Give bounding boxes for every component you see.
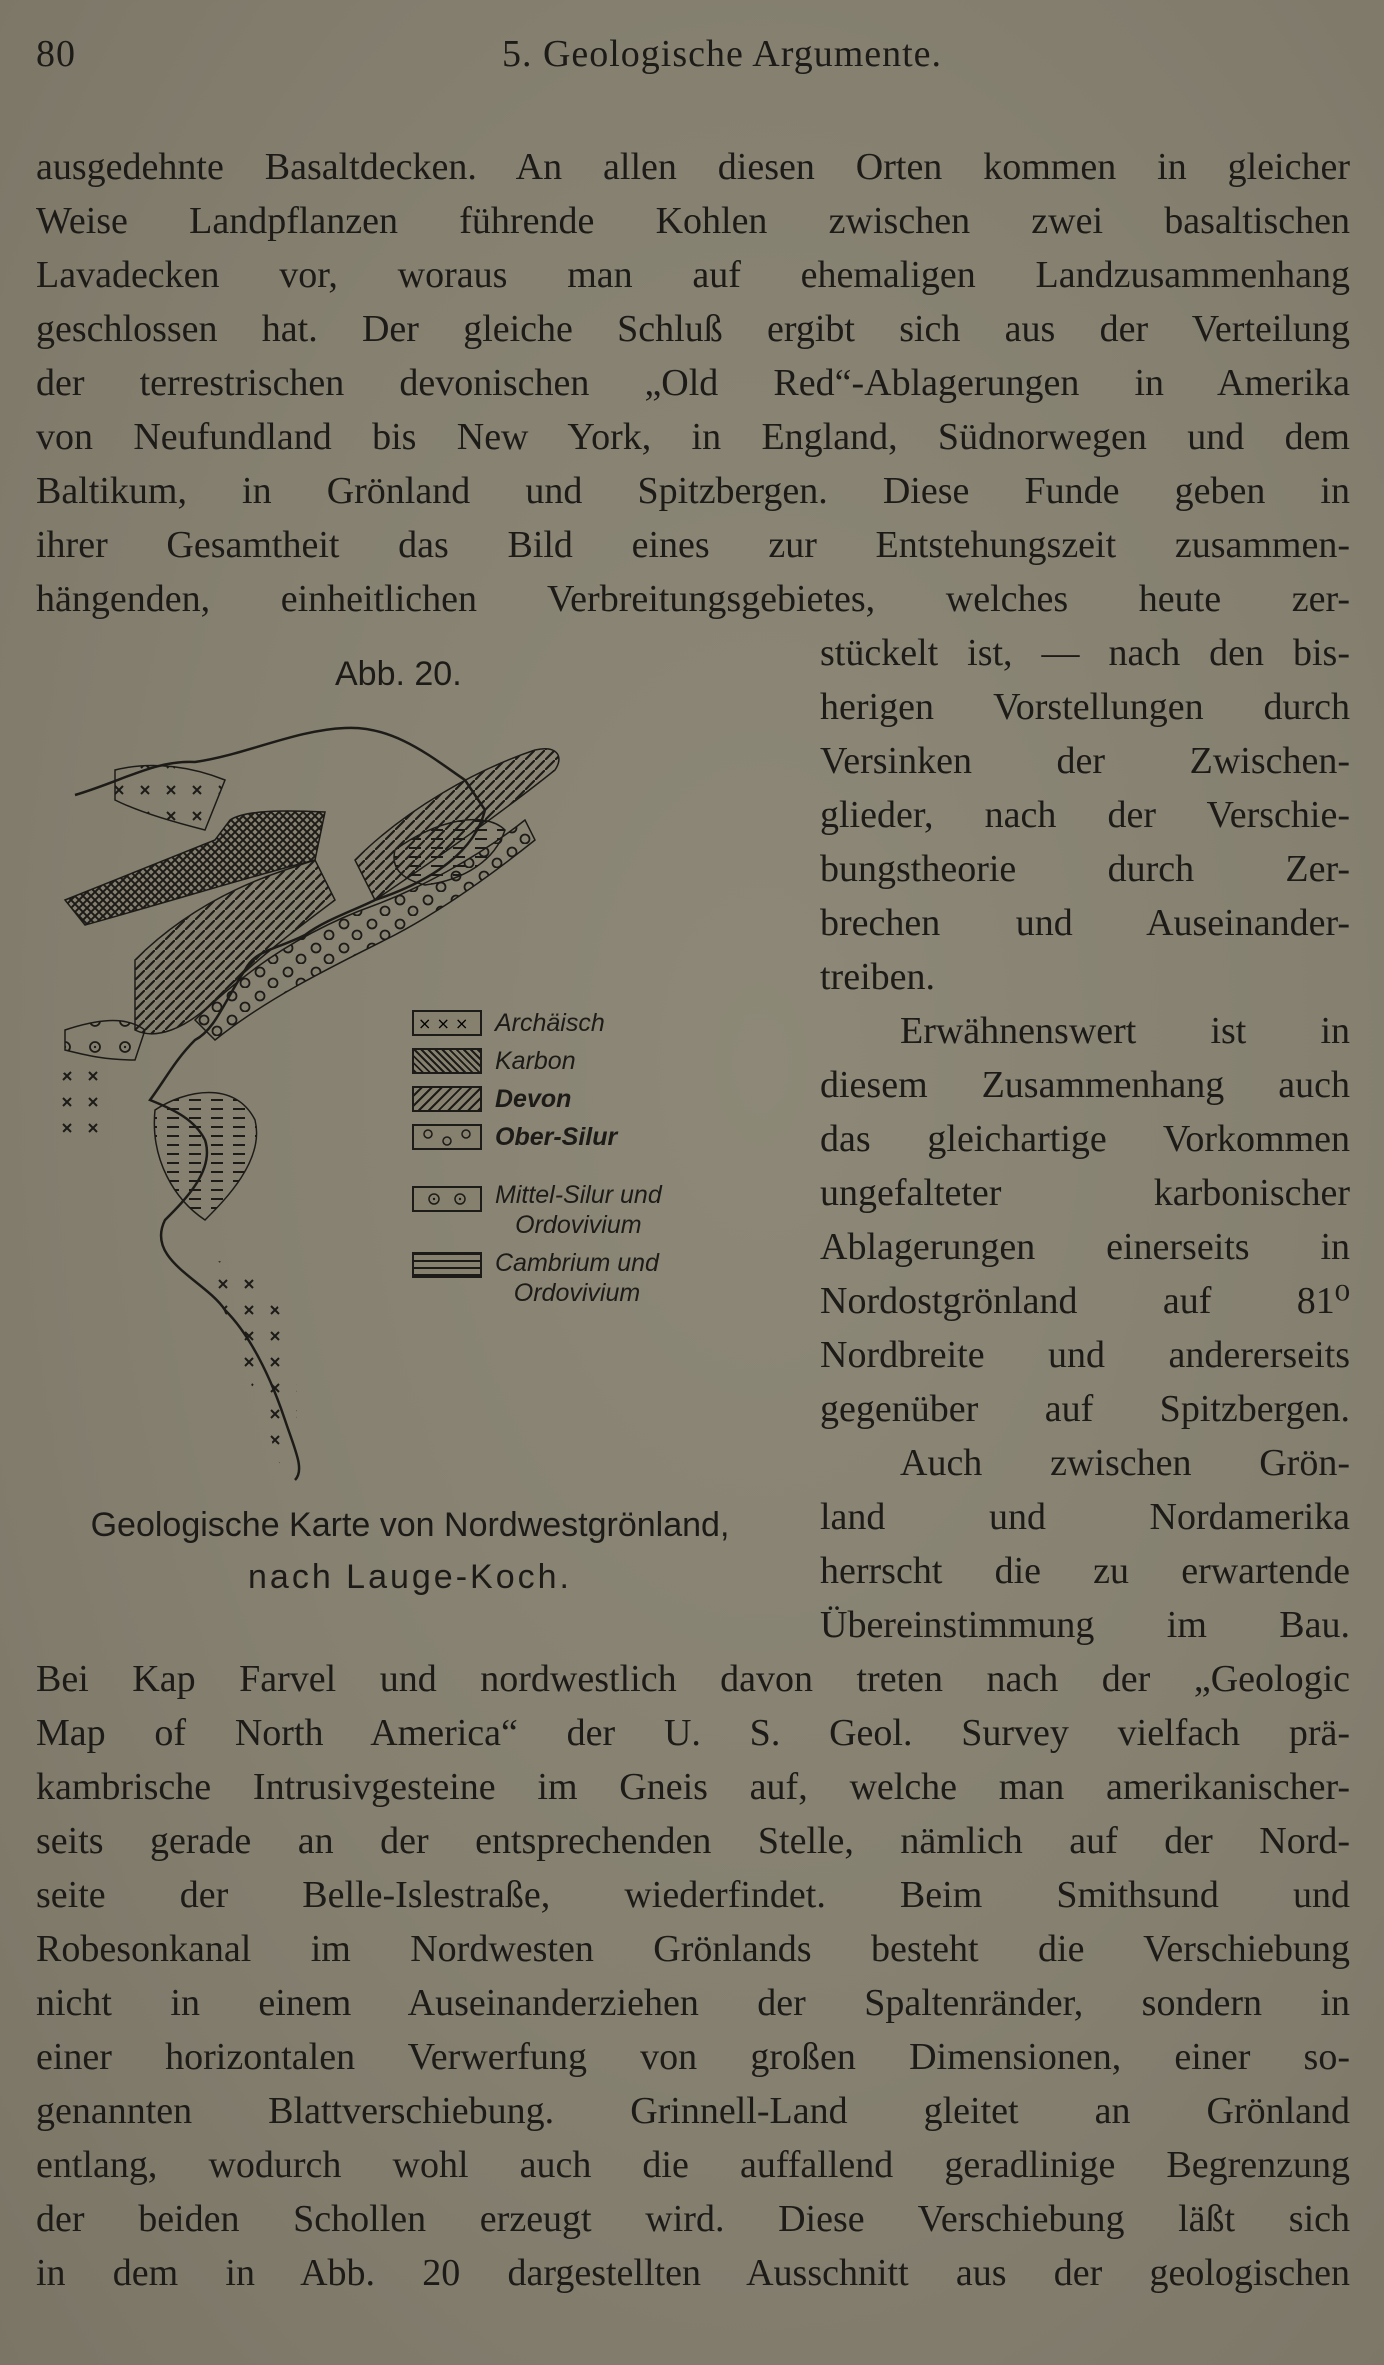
text-line: Robesonkanal im Nordwesten Grönlands besteht die Verschiebung: [36, 1928, 1350, 1970]
page-header: [36, 32, 1348, 92]
text-line: das gleichartige Vorkommen: [820, 1118, 1350, 1160]
text-line: Weise Landpflanzen führende Kohlen zwischen zwei basaltischen: [36, 200, 1350, 242]
text-line: diesem Zusammenhang auch: [820, 1064, 1350, 1106]
text-line: land und Nordamerika: [820, 1496, 1350, 1538]
text-line: von Neufundland bis New York, in England, Südnorwegen und dem: [36, 416, 1350, 458]
legend-swatch-mittel-silur: [412, 1186, 482, 1212]
text-line: kambrische Intrusivgesteine im Gneis auf, welche man amerikanischer-: [36, 1766, 1350, 1808]
text-line: stückelt ist, — nach den bis-: [820, 632, 1350, 674]
text-line: treiben.: [820, 956, 936, 998]
text-line: gegenüber auf Spitzbergen.: [820, 1388, 1350, 1430]
text-line: glieder, nach der Verschie-: [820, 794, 1350, 836]
text-line: genannten Blattverschiebung. Grinnell-Land gleitet an Grönland: [36, 2090, 1350, 2132]
legend-label-cambrium: Cambrium und Ordovivium: [495, 1249, 659, 1307]
text-line: bungstheorie durch Zer-: [820, 848, 1350, 890]
legend-swatch-cambrium: [412, 1252, 482, 1278]
text-line: Erwähnenswert ist in: [900, 1010, 1350, 1052]
text-line: entlang, wodurch wohl auch die auffallend geradlinige Begrenzung: [36, 2144, 1350, 2186]
text-line: herigen Vorstellungen durch: [820, 686, 1350, 728]
text-line: Nordostgrönland auf 81⁰: [820, 1280, 1350, 1322]
text-line: Lavadecken vor, woraus man auf ehemaligen Landzusammenhang: [36, 254, 1350, 296]
text-line: Nordbreite und andererseits: [820, 1334, 1350, 1376]
legend-label-devon: Devon: [495, 1085, 572, 1113]
legend-label-ober-silur: Ober-Silur: [495, 1123, 618, 1151]
text-line: ausgedehnte Basaltdecken. An allen diesen Orten kommen in gleicher: [36, 146, 1350, 188]
text-line: hängenden, einheitlichen Verbreitungsgebietes, welches heute zer-: [36, 578, 1350, 620]
text-line: Ablagerungen einerseits in: [820, 1226, 1350, 1268]
text-line: ihrer Gesamtheit das Bild eines zur Entstehungszeit zusammen-: [36, 524, 1350, 566]
text-line: geschlossen hat. Der gleiche Schluß ergibt sich aus der Verteilung: [36, 308, 1350, 350]
text-line: der terrestrischen devonischen „Old Red“-Ablagerungen in Amerika: [36, 362, 1350, 404]
text-line: in dem in Abb. 20 dargestellten Ausschnitt aus der geologischen: [36, 2252, 1350, 2294]
text-line: brechen und Auseinander-: [820, 902, 1350, 944]
text-line: der beiden Schollen erzeugt wird. Diese Verschiebung läßt sich: [36, 2198, 1350, 2240]
geological-map: [55, 700, 765, 1490]
text-line: Map of North America“ der U. S. Geol. Survey vielfach prä-: [36, 1712, 1350, 1754]
text-line: Auch zwischen Grön-: [900, 1442, 1350, 1484]
text-line: Bei Kap Farvel und nordwestlich davon treten nach der „Geologic: [36, 1658, 1350, 1700]
text-line: Übereinstimmung im Bau.: [820, 1604, 1350, 1646]
text-line: seite der Belle-Islestraße, wiederfindet. Beim Smithsund und: [36, 1874, 1350, 1916]
text-line: Versinken der Zwischen-: [820, 740, 1350, 782]
text-line: seits gerade an der entsprechenden Stelle, nämlich auf der Nord-: [36, 1820, 1350, 1862]
figure-label: Abb. 20.: [335, 655, 462, 693]
legend-swatch-devon: [412, 1086, 482, 1112]
svg-text:× × ×: × × ×: [418, 1014, 469, 1033]
figure-caption: Geologische Karte von Nordwestgrönland,: [90, 1506, 730, 1544]
text-line: ungefalteter karbonischer: [820, 1172, 1350, 1214]
legend-label-karbon: Karbon: [495, 1047, 576, 1075]
legend-label-archaisch: Archäisch: [495, 1009, 605, 1037]
page-number: 80: [36, 33, 76, 75]
text-line: einer horizontalen Verwerfung von großen Dimensionen, einer so-: [36, 2036, 1350, 2078]
figure-caption-credit: nach Lauge-Koch.: [248, 1558, 572, 1596]
legend-label-mittel-silur: Mittel-Silur und Ordovivium: [495, 1181, 662, 1239]
text-line: nicht in einem Auseinanderziehen der Spaltenränder, sondern in: [36, 1982, 1350, 2024]
text-line: Baltikum, in Grönland und Spitzbergen. Diese Funde geben in: [36, 470, 1350, 512]
legend-swatch-ober-silur: [412, 1124, 482, 1150]
running-head: 5. Geologische Argumente.: [501, 33, 943, 75]
legend-swatch-karbon: [412, 1048, 482, 1074]
text-line: herrscht die zu erwartende: [820, 1550, 1350, 1592]
legend-swatch-archaisch: [412, 1010, 482, 1036]
